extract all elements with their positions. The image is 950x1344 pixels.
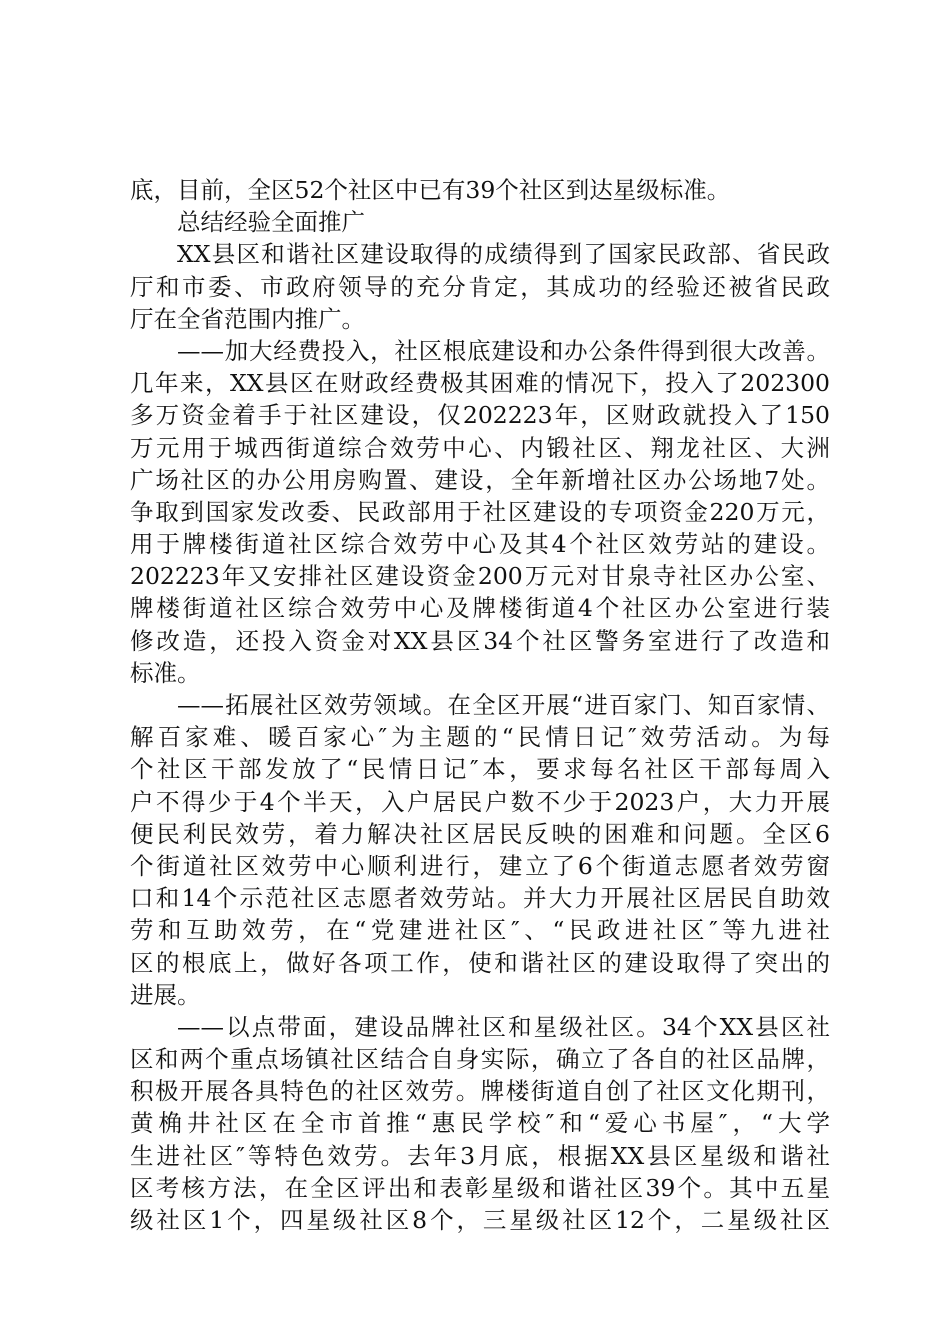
text-line: 便民利民效劳，着力解决社区居民反映的困难和问题。全区6: [130, 819, 830, 848]
paragraph: [130, 238, 830, 335]
text-line: 口和14个示范社区志愿者效劳站。并大力开展社区居民自助效: [130, 884, 830, 913]
text-line: 厅在全省范围内推广。: [130, 304, 365, 333]
text-line: 争取到国家发改委、民政部用于社区建设的专项资金220万元，: [130, 497, 830, 526]
text-line: 积极开展各具特色的社区效劳。牌楼街道自创了社区文化期刊，: [130, 1077, 830, 1106]
text-line: 进展。: [130, 980, 201, 1009]
text-line: 广场社区的办公用房购置、建设，全年新增社区办公场地7处。: [130, 465, 830, 494]
text-line: 牌楼街道社区综合效劳中心及牌楼街道4个社区办公室进行装: [130, 594, 830, 623]
text-line: 个街道社区效劳中心顺利进行，建立了6个街道志愿者效劳窗: [130, 851, 830, 880]
text-line: 劳和互助效劳，在“党建进社区″、“民政进社区″等九进社: [130, 916, 830, 945]
text-line: ——加大经费投入，社区根底建设和办公条件得到很大改善。: [177, 336, 830, 365]
section-heading: [130, 206, 830, 238]
text-line: 用于牌楼街道社区综合效劳中心及其4个社区效劳站的建设。: [130, 530, 830, 559]
text-line: 多万资金着手于社区建设，仅202223年，区财政就投入了150: [130, 401, 830, 430]
heading-text: 总结经验全面推广: [177, 208, 365, 237]
text-line: 区考核方法，在全区评出和表彰星级和谐社区39个。其中五星: [130, 1173, 830, 1202]
document-page: [130, 174, 830, 1236]
text-line: 万元用于城西街道综合效劳中心、内锻社区、翔龙社区、大洲: [130, 433, 830, 462]
text-line: ——拓展社区效劳领域。在全区开展“进百家门、知百家情、: [177, 691, 830, 719]
text-line: 级社区1个，四星级社区8个，三星级社区12个，二星级社区: [130, 1206, 830, 1234]
text-line: 厅和市委、市政府领导的充分肯定，其成功的经验还被省民政: [130, 272, 830, 301]
paragraph: [130, 174, 830, 206]
paragraph: [130, 335, 830, 689]
text-line: XX县区和谐社区建设取得的成绩得到了国家民政部、省民政: [177, 240, 830, 269]
paragraph: [130, 689, 830, 1011]
text-line: 解百家难、暖百家心″为主题的“民情日记″效劳活动。为每: [130, 723, 830, 752]
text-line: 户不得少于4个半天，入户居民户数不少于2023户，大力开展: [130, 787, 830, 816]
text-line: 区和两个重点场镇社区结合自身实际，确立了各自的社区品牌，: [130, 1045, 830, 1074]
text-line: ——以点带面，建设品牌社区和星级社区。34个XX县区社: [177, 1012, 830, 1041]
text-line: 底，目前，全区52个社区中已有39个社区到达星级标准。: [130, 176, 731, 204]
text-line: 修改造，还投入资金对XX县区34个社区警务室进行了改造和: [130, 626, 830, 655]
text-line: 几年来，XX县区在财政经费极其困难的情况下，投入了202300: [130, 369, 830, 398]
text-line: 202223年又安排社区建设资金200万元对甘泉寺社区办公室、: [130, 562, 830, 591]
text-line: 个社区干部发放了“民情日记″本，要求每名社区干部每周入: [130, 755, 830, 784]
text-line: 标准。: [130, 658, 201, 687]
paragraph: [130, 1011, 830, 1236]
text-line: 生进社区″等特色效劳。去年3月底，根据XX县区星级和谐社: [130, 1141, 830, 1170]
text-line: 区的根底上，做好各项工作，使和谐社区的建设取得了突出的: [130, 948, 830, 977]
text-line: 黄桷井社区在全市首推“惠民学校″和“爱心书屋″，“大学: [130, 1109, 830, 1138]
